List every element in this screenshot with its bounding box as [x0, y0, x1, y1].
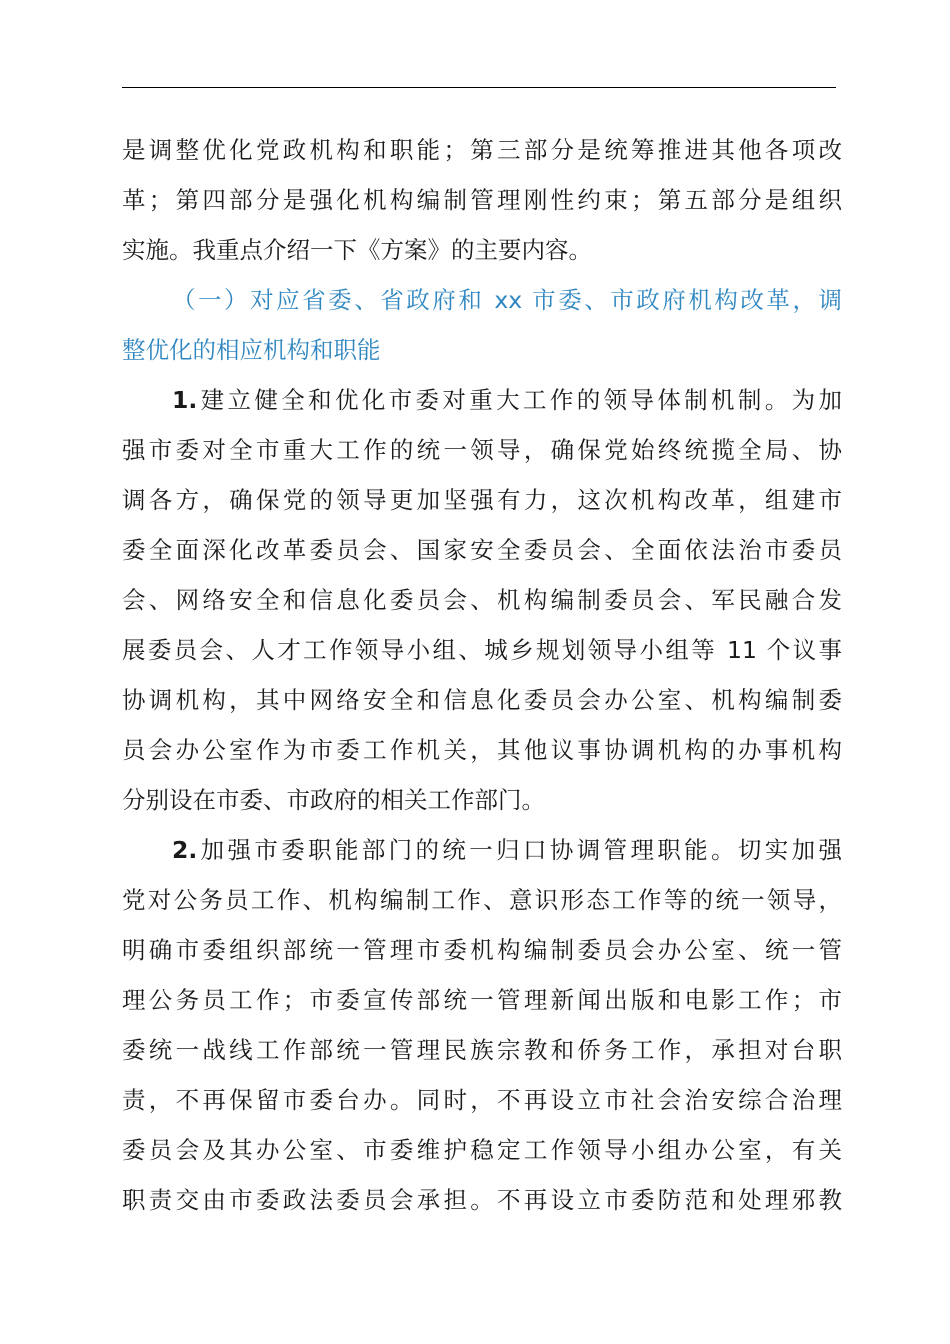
paragraph-line: 展委员会、人才工作领导小组、城乡规划领导小组等 11 个议事 [122, 636, 842, 664]
item-2-first-line [122, 825, 842, 875]
paragraph-line: 强市委对全市重大工作的统一领导，确保党始终统揽全局、协 [122, 436, 842, 464]
paragraph-line: 是调整优化党政机构和职能；第三部分是统筹推进其他各项改 [122, 136, 842, 164]
paragraph-line: 调各方，确保党的领导更加坚强有力，这次机构改革，组建市 [122, 486, 842, 514]
paragraph-line: 委员会及其办公室、市委维护稳定工作领导小组办公室，有关 [122, 1136, 842, 1164]
paragraph-line: 明确市委组织部统一管理市委机构编制委员会办公室、统一管 [122, 936, 842, 964]
paragraph-line: 分别设在市委、市政府的相关工作部门。 [122, 786, 545, 814]
section-heading-line: （一）对应省委、省政府和 xx 市委、市政府机构改革，调 [172, 286, 842, 314]
item-text: 加强市委职能部门的统一归口协调管理职能。切实加强 [197, 836, 842, 864]
section-heading-line: 整优化的相应机构和职能 [122, 336, 381, 364]
paragraph-line: 员会办公室作为市委工作机关，其他议事协调机构的办事机构 [122, 736, 842, 764]
paragraph-line: 实施。我重点介绍一下《方案》的主要内容。 [122, 236, 592, 264]
paragraph-line: 职责交由市委政法委员会承担。不再设立市委防范和处理邪教 [122, 1186, 842, 1214]
paragraph-line: 协调机构，其中网络安全和信息化委员会办公室、机构编制委 [122, 686, 842, 714]
paragraph-line: 会、网络安全和信息化委员会、机构编制委员会、军民融合发 [122, 586, 842, 614]
item-number: 1. [172, 386, 198, 414]
paragraph-line: 委统一战线工作部统一管理民族宗教和侨务工作，承担对台职 [122, 1036, 842, 1064]
item-number: 2. [172, 836, 198, 864]
paragraph-line: 革；第四部分是强化机构编制管理刚性约束；第五部分是组织 [122, 186, 842, 214]
paragraph-line: 委全面深化改革委员会、国家安全委员会、全面依法治市委员 [122, 536, 842, 564]
item-text: 建立健全和优化市委对重大工作的领导体制机制。为加 [197, 386, 842, 414]
header-rule [122, 87, 836, 88]
paragraph-line: 党对公务员工作、机构编制工作、意识形态工作等的统一领导， [122, 886, 842, 914]
paragraph-line: 理公务员工作；市委宣传部统一管理新闻出版和电影工作；市 [122, 986, 842, 1014]
body-text [122, 125, 842, 1225]
paragraph-line: 责，不再保留市委台办。同时，不再设立市社会治安综合治理 [122, 1086, 842, 1114]
item-1-first-line [122, 375, 842, 425]
